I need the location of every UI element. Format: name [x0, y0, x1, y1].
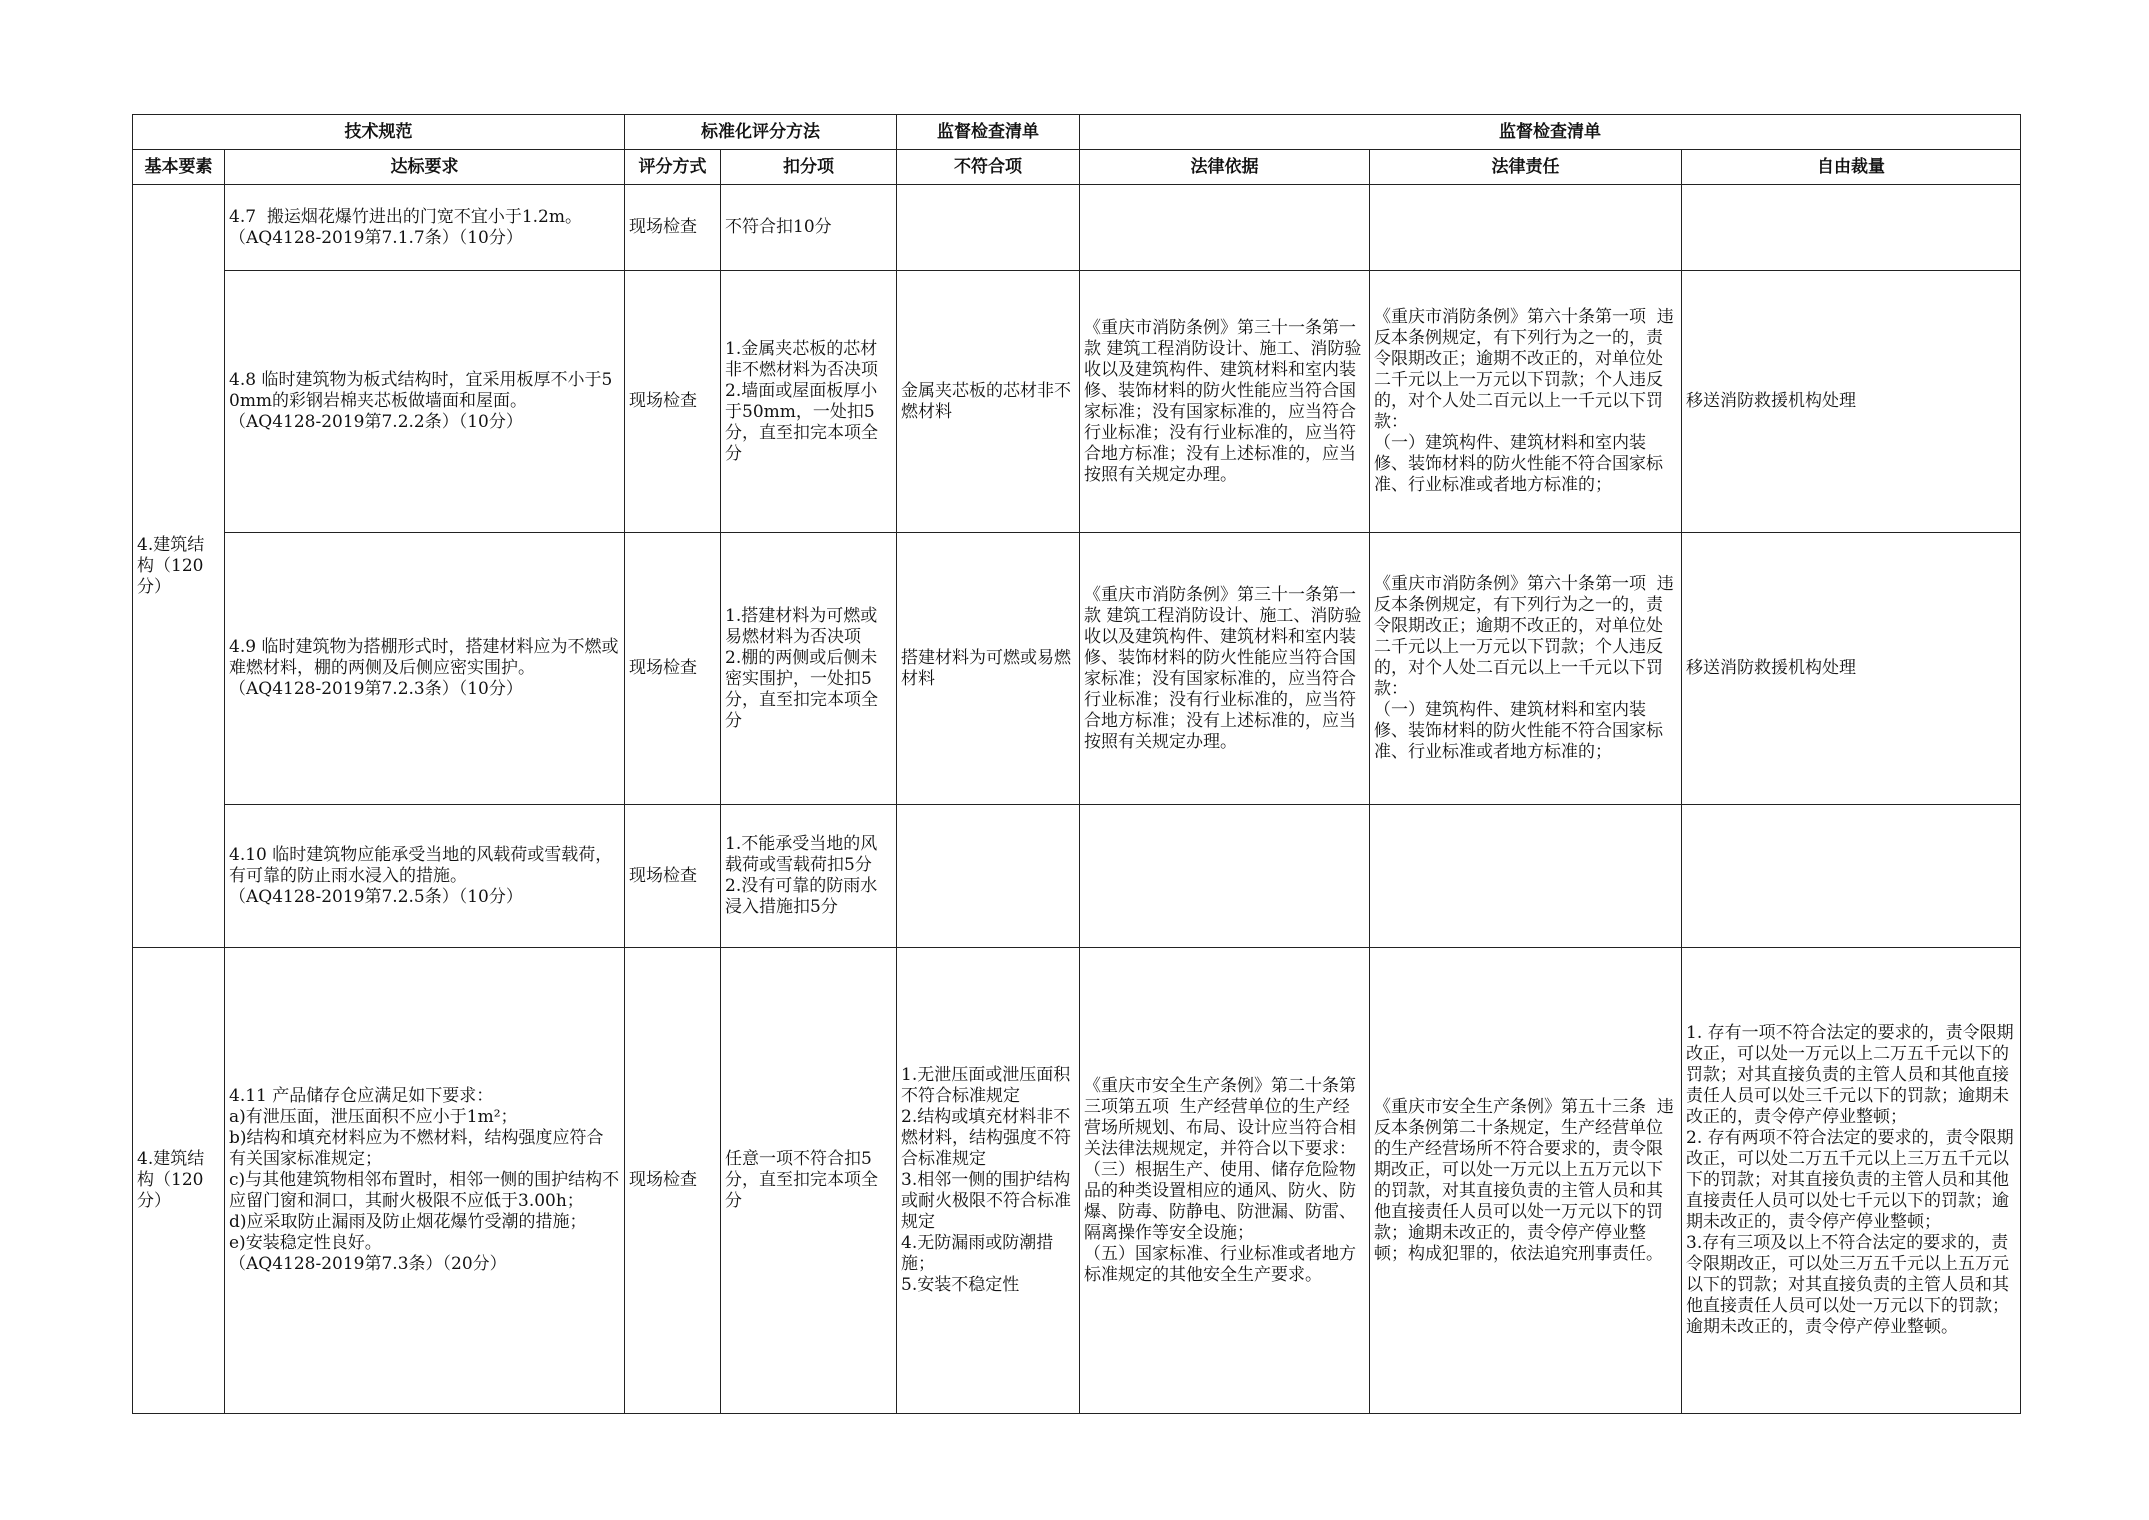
col-requirement: 达标要求 [225, 150, 625, 185]
legal-liability-cell: 《重庆市安全生产条例》第五十三条 违反本条例第二十条规定，生产经营单位的生产经营场所不符合要求的，责令限期改正，可以处一万元以上五万元以下的罚款，对其直接负责的主管人员和其他直接责任人员可以处一万元以下的罚款；逾期未改正的，责令停产停业整顿；构成犯罪的，依法追究刑事责任。 [1370, 948, 1682, 1414]
table-row [133, 271, 2021, 533]
legal-basis-cell: 《重庆市消防条例》第三十一条第一款 建筑工程消防设计、施工、消防验收以及建筑构件、建筑材料和室内装修、装饰材料的防火性能应当符合国家标准；没有国家标准的，应当符合行业标准；没有行业标准的，应当符合地方标准；没有上述标准的，应当按照有关规定办理。 [1080, 271, 1370, 533]
legal-basis-cell: 《重庆市安全生产条例》第二十条第三项第五项 生产经营单位的生产经营场所规划、布局、设计应当符合相关法律法规规定，并符合以下要求：（三）根据生产、使用、储存危险物品的种类设置相应的通风、防火、防爆、防毒、防静电、防泄漏、防雷、隔离操作等安全设施； （五）国家标准、行业标准或者地方标准规定的其他安全生产要求。 [1080, 948, 1370, 1414]
header-inspection-list-b: 监督检查清单 [1080, 115, 2021, 150]
method-cell: 现场检查 [625, 185, 721, 271]
noncompliance-cell [897, 185, 1080, 271]
header-inspection-list-a: 监督检查清单 [897, 115, 1080, 150]
requirement-cell: 4.10 临时建筑物应能承受当地的风载荷或雪载荷，有可靠的防止雨水浸入的措施。 （AQ4128-2019第7.2.5条）（10分） [225, 805, 625, 948]
discretion-cell: 移送消防救援机构处理 [1682, 271, 2021, 533]
discretion-cell [1682, 185, 2021, 271]
method-cell: 现场检查 [625, 805, 721, 948]
basic-element-cell: 4.建筑结构（120分） [133, 185, 225, 948]
deduction-cell: 不符合扣10分 [721, 185, 897, 271]
requirement-cell: 4.8 临时建筑物为板式结构时，宜采用板厚不小于50mm的彩钢岩棉夹芯板做墙面和屋面。 （AQ4128-2019第7.2.2条）（10分） [225, 271, 625, 533]
deduction-cell: 1.搭建材料为可燃或易燃材料为否决项 2.棚的两侧或后侧未密实围护，一处扣5分，直至扣完本项全分 [721, 533, 897, 805]
discretion-cell: 1. 存有一项不符合法定的要求的，责令限期改正，可以处一万元以上二万五千元以下的罚款；对其直接负责的主管人员和其他直接责任人员可以处三千元以下的罚款；逾期未改正的，责令停产停业整顿； 2. 存有两项不符合法定的要求的，责令限期改正，可以处二万五千元以上三万五千元以下的罚款；对其直接负责的主管人员和其他直接责任人员可以处七千元以下的罚款；逾期未改正的，责令停产停业整顿； 3.存有三项及以上不符合法定的要求的，责令限期改正，可以处三万五千元以上五万元以下的罚款；对其直接负责的主管人员和其他直接责任人员可以处一万元以下的罚款；逾期未改正的，责令停产停业整顿。 [1682, 948, 2021, 1414]
noncompliance-cell: 1.无泄压面或泄压面积不符合标准规定 2.结构或填充材料非不燃材料，结构强度不符合标准规定 3.相邻一侧的围护结构或耐火极限不符合标准规定 4.无防漏雨或防潮措施； 5.安装不稳定性 [897, 948, 1080, 1414]
legal-basis-cell [1080, 185, 1370, 271]
deduction-cell: 任意一项不符合扣5分，直至扣完本项全分 [721, 948, 897, 1414]
discretion-cell [1682, 805, 2021, 948]
legal-liability-cell [1370, 805, 1682, 948]
noncompliance-cell: 金属夹芯板的芯材非不燃材料 [897, 271, 1080, 533]
legal-liability-cell: 《重庆市消防条例》第六十条第一项 违反本条例规定，有下列行为之一的，责令限期改正；逾期不改正的，对单位处二千元以上一万元以下罚款；个人违反的，对个人处二百元以上一千元以下罚款： （一）建筑构件、建筑材料和室内装修、装饰材料的防火性能不符合国家标准、行业标准或者地方标准的； [1370, 533, 1682, 805]
legal-liability-cell: 《重庆市消防条例》第六十条第一项 违反本条例规定，有下列行为之一的，责令限期改正；逾期不改正的，对单位处二千元以上一万元以下罚款；个人违反的，对个人处二百元以上一千元以下罚款： （一）建筑构件、建筑材料和室内装修、装饰材料的防火性能不符合国家标准、行业标准或者地方标准的； [1370, 271, 1682, 533]
method-cell: 现场检查 [625, 948, 721, 1414]
header-tech-spec: 技术规范 [133, 115, 625, 150]
table-row [133, 185, 2021, 271]
noncompliance-cell: 搭建材料为可燃或易燃材料 [897, 533, 1080, 805]
noncompliance-cell [897, 805, 1080, 948]
col-deduction: 扣分项 [721, 150, 897, 185]
method-cell: 现场检查 [625, 533, 721, 805]
table-row [133, 805, 2021, 948]
legal-liability-cell [1370, 185, 1682, 271]
deduction-cell: 1.不能承受当地的风载荷或雪载荷扣5分 2.没有可靠的防雨水浸入措施扣5分 [721, 805, 897, 948]
requirement-cell: 4.7 搬运烟花爆竹进出的门宽不宜小于1.2m。 （AQ4128-2019第7.1.7条）（10分） [225, 185, 625, 271]
header-column-row [133, 150, 2021, 185]
requirement-cell: 4.11 产品储存仓应满足如下要求： a)有泄压面，泄压面积不应小于1m²； b)结构和填充材料应为不燃材料，结构强度应符合有关国家标准规定； c)与其他建筑物相邻布置时，相邻一侧的围护结构不应留门窗和洞口，其耐火极限不应低于3.00h； d)应采取防止漏雨及防止烟花爆竹受潮的措施； e)安装稳定性良好。 （AQ4128-2019第7.3条）（20分） [225, 948, 625, 1414]
table-row [133, 948, 2021, 1414]
col-legal-liability: 法律责任 [1370, 150, 1682, 185]
header-group-row [133, 115, 2021, 150]
col-method: 评分方式 [625, 150, 721, 185]
col-legal-basis: 法律依据 [1080, 150, 1370, 185]
col-discretion: 自由裁量 [1682, 150, 2021, 185]
legal-basis-cell: 《重庆市消防条例》第三十一条第一款 建筑工程消防设计、施工、消防验收以及建筑构件、建筑材料和室内装修、装饰材料的防火性能应当符合国家标准；没有国家标准的，应当符合行业标准；没有行业标准的，应当符合地方标准；没有上述标准的，应当按照有关规定办理。 [1080, 533, 1370, 805]
requirement-cell: 4.9 临时建筑物为搭棚形式时，搭建材料应为不燃或难燃材料，棚的两侧及后侧应密实围护。 （AQ4128-2019第7.2.3条）（10分） [225, 533, 625, 805]
method-cell: 现场检查 [625, 271, 721, 533]
deduction-cell: 1.金属夹芯板的芯材非不燃材料为否决项 2.墙面或屋面板厚小于50mm，一处扣5分，直至扣完本项全分 [721, 271, 897, 533]
header-scoring-method: 标准化评分方法 [625, 115, 897, 150]
col-basic-element: 基本要素 [133, 150, 225, 185]
discretion-cell: 移送消防救援机构处理 [1682, 533, 2021, 805]
standards-table [132, 114, 2021, 1414]
table-row [133, 533, 2021, 805]
basic-element-cell: 4.建筑结构（120分） [133, 948, 225, 1414]
col-noncompliance: 不符合项 [897, 150, 1080, 185]
legal-basis-cell [1080, 805, 1370, 948]
